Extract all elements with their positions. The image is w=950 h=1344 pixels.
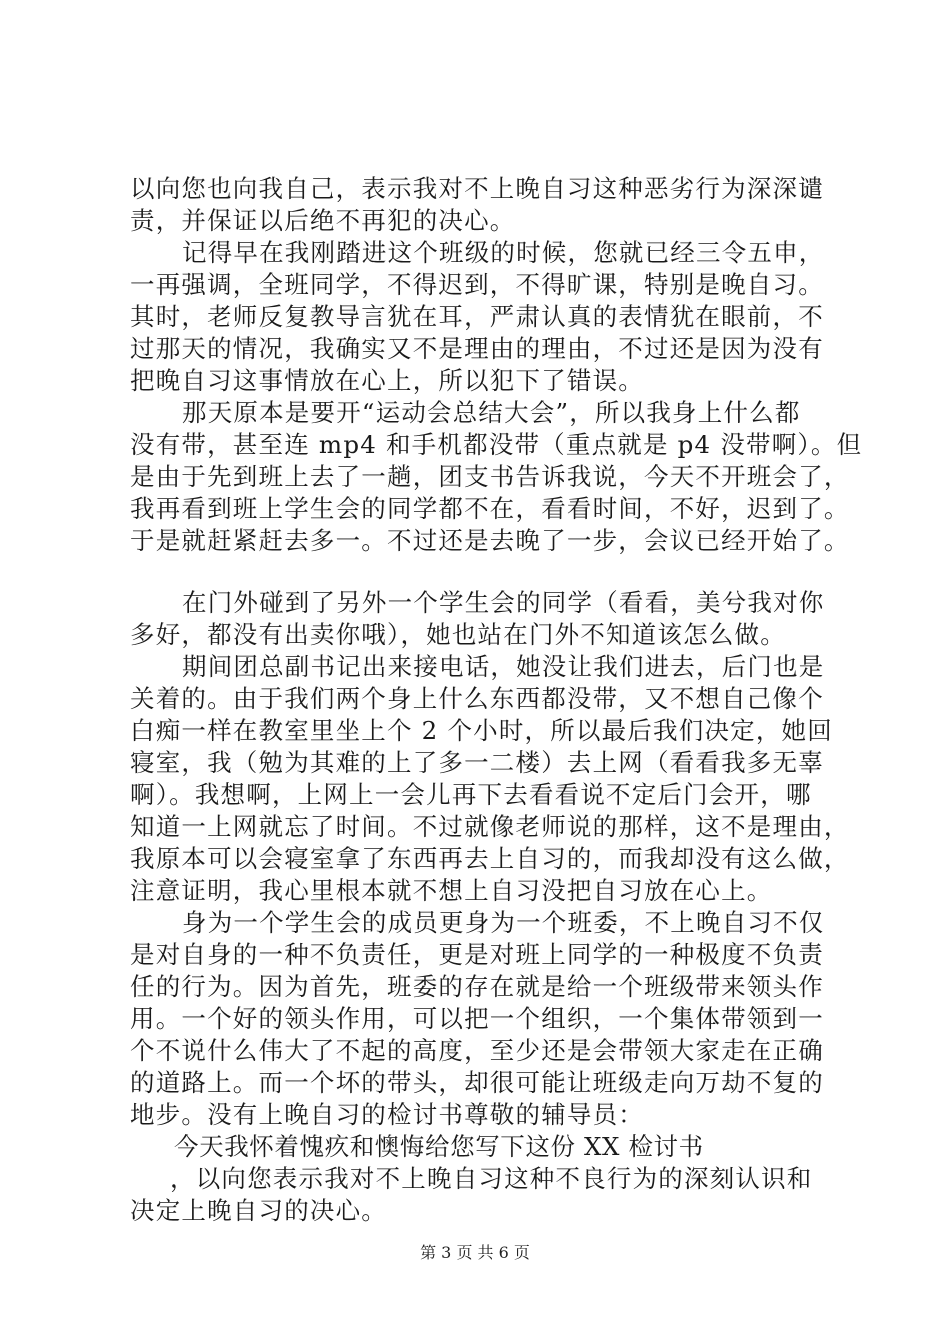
paragraph-start: 期间团总副书记出来接电话，她没让我们进去，后门也是 (182, 652, 825, 681)
paragraph-start: 身为一个学生会的成员更身为一个班委，不上晚自习不仅 (182, 908, 825, 937)
text-line: 地步。没有上晚自习的检讨书尊敬的辅导员： (130, 1100, 644, 1129)
text-line: 以向您也向我自己，表示我对不上晚自习这种恶劣行为深深谴 (130, 174, 824, 203)
text-line: 决定上晚自习的决心。 (130, 1196, 387, 1225)
text-line: 是由于先到班上去了一趟，团支书告诉我说，今天不开班会了， (130, 462, 850, 491)
document-body (130, 173, 863, 1227)
text-line: 是对自身的一种不负责任，更是对班上同学的一种极度不负责 (130, 940, 824, 969)
text-line: 个不说什么伟大了不起的高度，至少还是会带领大家走在正确 (130, 1036, 824, 1065)
text-line: 没有带，甚至连 mp4 和手机都没带（重点就是 p4 没带啊）。但 (130, 430, 863, 459)
paragraph-start: 那天原本是要开“运动会总结大会”，所以我身上什么都 (182, 398, 801, 427)
paragraph-start: 在门外碰到了另外一个学生会的同学（看看，美兮我对你 (182, 588, 825, 617)
text-line: 我再看到班上学生会的同学都不在，看看时间，不好，迟到了。 (130, 494, 850, 523)
text-line: 寝室，我（勉为其难的上了多一二楼）去上网（看看我多无辜 (130, 748, 824, 777)
text-line: 的道路上。而一个坏的带头，却很可能让班级走向万劫不复的 (130, 1068, 824, 1097)
text-line: ，以向您表示我对不上晚自习这种不良行为的深刻认识和 (170, 1164, 813, 1193)
text-line: 过那天的情况，我确实又不是理由的理由，不过还是因为没有 (130, 334, 824, 363)
text-line: 白痴一样在教室里坐上个 2 个小时，所以最后我们决定，她回 (130, 716, 833, 745)
text-line: 注意证明，我心里根本就不想上自习没把自习放在心上。 (130, 876, 773, 905)
text-line: 一再强调，全班同学，不得迟到，不得旷课，特别是晚自习。 (130, 270, 824, 299)
text-line: 啊）。我想啊，上网上一会儿再下去看看说不定后门会开，哪 (130, 780, 812, 809)
text-line: 把晚自习这事情放在心上，所以犯下了错误。 (130, 366, 644, 395)
text-line: 其时，老师反复教导言犹在耳，严肃认真的表情犹在眼前，不 (130, 302, 824, 331)
paragraph-gap (130, 557, 830, 587)
paragraph-start: 记得早在我刚踏进这个班级的时候，您就已经三令五申， (182, 238, 825, 267)
paragraph-start: 今天我怀着愧疚和懊悔给您写下这份 XX 检讨书 (174, 1132, 704, 1161)
text-line: 多好，都没有出卖你哦），她也站在门外不知道该怎么做。 (130, 620, 786, 649)
text-line: 知道一上网就忘了时间。不过就像老师说的那样，这不是理由， (130, 812, 850, 841)
text-line: 任的行为。因为首先，班委的存在就是给一个班级带来领头作 (130, 972, 824, 1001)
text-line: 我原本可以会寝室拿了东西再去上自习的，而我却没有这么做， (130, 844, 850, 873)
text-line: 于是就赶紧赶去多一。不过还是去晚了一步，会议已经开始了。 (130, 526, 850, 555)
page-number-footer: 第 3 页 共 6 页 (420, 1243, 530, 1262)
text-line: 关着的。由于我们两个身上什么东西都没带，又不想自己像个 (130, 684, 824, 713)
text-line: 用。一个好的领头作用，可以把一个组织，一个集体带领到一 (130, 1004, 824, 1033)
text-line: 责，并保证以后绝不再犯的决心。 (130, 206, 516, 235)
